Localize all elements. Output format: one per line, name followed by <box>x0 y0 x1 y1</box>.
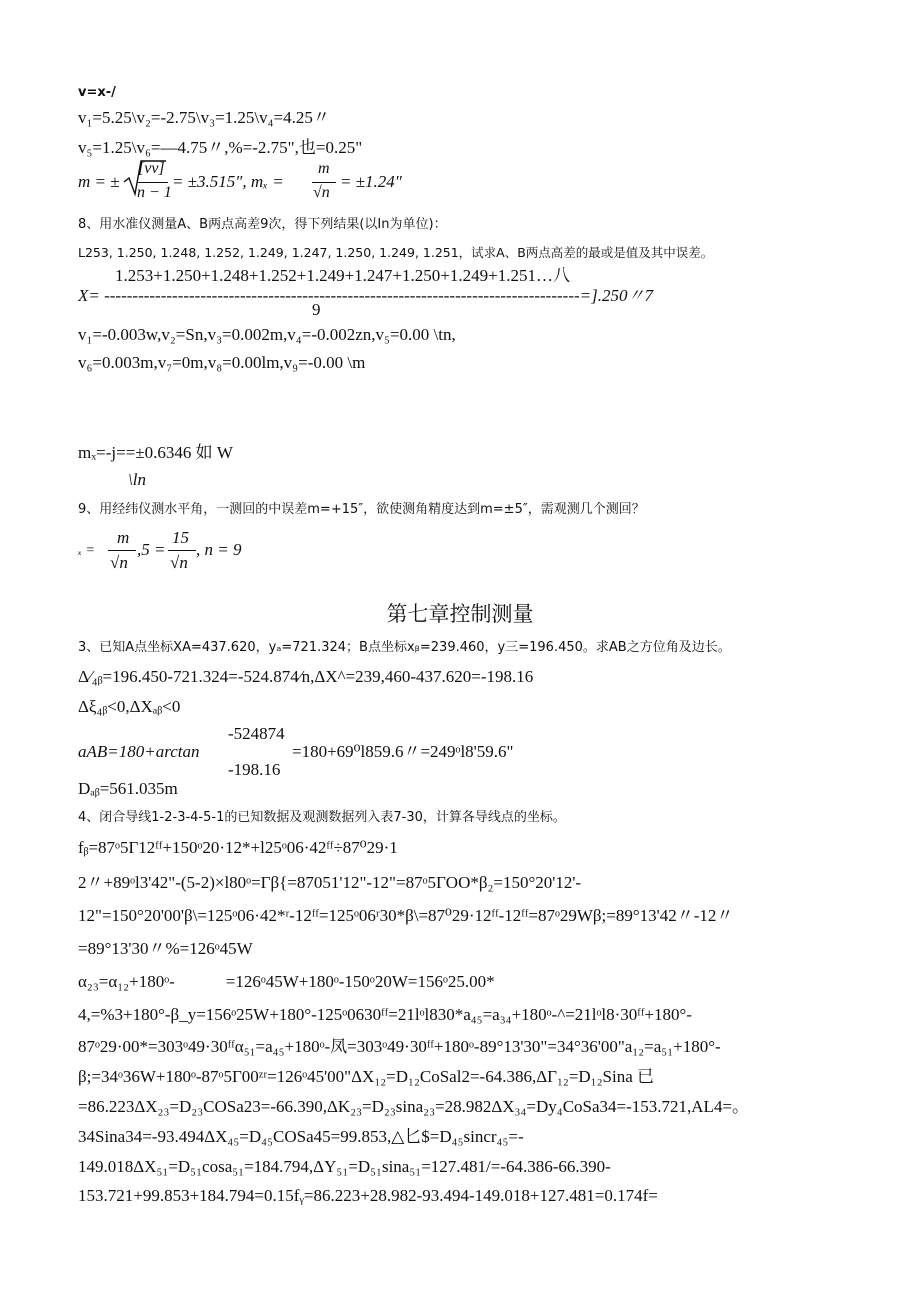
formula-9-den1: √n <box>110 553 128 572</box>
formula-m-den: n − 1 <box>137 184 172 201</box>
line-residuals-2: v₅=1.25\v₆=—4.75〃,%=-2.75",也=0.25" <box>78 138 363 157</box>
formula-9-left: ₓ = <box>78 543 95 558</box>
fraction-bar <box>312 182 336 183</box>
traverse-line-4: =89°13'30〃%=126ᵒ45W <box>78 939 253 958</box>
traverse-line-6: 4,=%3+180°-β_y=156ᵒ25W+180°-125ᵒ0630ᶠᶠ=21lᵒl830*a₄₅=a₃₄+180ᵒ-^=21lᵒl8·30ᶠᶠ+180°- <box>78 1005 692 1024</box>
question-3: 3、已知A点坐标XA=437.620，yₐ=721.324；B点坐标xᵦ=239.460，y三=196.450。求AB之方位角及边长。 <box>78 640 731 655</box>
formula-9-mid: ,5 = <box>137 540 166 559</box>
formula-m-mid: = ±3.515″, mₓ = <box>172 172 284 191</box>
chapter-title: 第七章控制测量 <box>386 602 534 626</box>
formula-m-num: [vv] <box>138 160 165 177</box>
question-8: 8、用水准仪测量A、B两点高差9次，得下列结果(以In为单位)： <box>78 217 447 232</box>
traverse-line-5: α₂₃=α₁₂+180ᵒ- =126ᵒ45W+180ᵒ-150ᵒ20W=156ᵒ25.00* <box>78 972 495 991</box>
traverse-line-2: 2〃+89ᵒl3'42"-(5-2)×l80ᵒ=Γβ{=87051'12"-12"=87ᵒ5ΓOO*β₂=150°20'12'- <box>78 873 582 892</box>
fraction-bar <box>108 550 136 551</box>
formula-m-num2: m <box>318 160 330 177</box>
traverse-line-1: fᵦ=87ᵒ5Γ12ᶠᶠ+150ᵒ20·12*+l25ᵒ06·42ᶠᶠ÷87⁰29·1 <box>78 838 398 857</box>
formula-9-num1: m <box>117 528 130 547</box>
traverse-line-3: 12"=150°20'00'β\=125ᵒ06·42*ʳ-12ᶠᶠ=125ᵒ06ʳ30*β\=87⁰29·12ᶠᶠ-12ᶠᶠ=87ᵒ29Wβ;=89°13'42〃-12〃 <box>78 906 734 925</box>
traverse-line-10: 34Sina34=-93.494ΔX₄₅=D₄₅COSa45=99.853,△匕$=D₄₅sincr₄₅=- <box>78 1127 524 1146</box>
traverse-line-11: 149.018ΔX₅₁=D₅₁cosa₅₁=184.794,ΔY₅₁=D₅₁sina₅₁=127.481/=-64.386-66.390- <box>78 1157 611 1176</box>
calc-line-2: Δξ₄ᵦ<0,ΔXₐᵦ<0 <box>78 697 181 716</box>
formula-m-right: = ±1.24″ <box>340 172 402 191</box>
calc-distance: Dₐᵦ=561.035m <box>78 779 178 798</box>
formula-9-right: , n = 9 <box>196 540 242 559</box>
line-v-formula: v=x-/ <box>78 85 116 100</box>
question-9: 9、用经纬仪测水平角，一测回的中误差m=+15″，欲使测角精度达到m=±5″，需观测几个测回？ <box>78 502 645 517</box>
calc-fraction-top: -524874 <box>228 724 285 743</box>
formula-m-left: m = ± <box>78 172 120 191</box>
traverse-line-7: 87ᵒ29·00*=303ᵒ49·30ᶠᶠα₅₁=a₄₅+180ᵒ-凤=303ᵒ49·30ᶠᶠ+180ᵒ-89°13'30"=34°36'00"a₁₂=a₅₁+180°- <box>78 1037 721 1056</box>
calc-line-1: Δ∕₄ᵦ=196.450-721.324=-524.874∕n,ΔX^=239,460-437.620=-198.16 <box>78 667 534 686</box>
q8-numerator: 1.253+1.250+1.248+1.252+1.249+1.247+1.250+1.249+1.251…八 <box>115 266 570 285</box>
formula-9-den2: √n <box>170 553 188 572</box>
question-8-data: L253, 1.250, 1.248, 1.252, 1.249, 1.247, 1.250, 1.249, 1.251，试求A、B两点高差的最或是值及其中误差。 <box>78 245 714 260</box>
calc-fraction-bottom: -198.16 <box>228 760 281 779</box>
calc-azimuth-result: =180+69⁰l859.6〃=249ᵒl8'59.6" <box>292 742 514 761</box>
question-4: 4、闭合导线1-2-3-4-5-1的已知数据及观测数据列入表7-30，计算各导线点的坐标。 <box>78 810 566 825</box>
traverse-line-8: β;=34ᵒ36W+180ᵒ-87ᵒ5Γ00ᶻʳ=126ᵒ45'00"ΔX₁₂=D₁₂CoSal2=-64.386,ΔΓ₁₂=D₁₂Sina 已 <box>78 1067 655 1086</box>
q8-residuals-1: v₁=-0.003w,v₂=Sn,v₃=0.002m,v₄=-0.002zn,v₅=0.00 \tn, <box>78 325 456 344</box>
q8-denominator: 9 <box>312 300 321 319</box>
fraction-bar <box>168 550 196 551</box>
q8-error: mₓ=-j==±0.6346 如 W <box>78 443 233 462</box>
calc-azimuth: aAB=180+arctan <box>78 742 200 761</box>
traverse-line-12: 153.721+99.853+184.794=0.15fᵧ=86.223+28.982-93.494-149.018+127.481=0.174f= <box>78 1186 658 1205</box>
traverse-line-9: =86.223ΔX₂₃=D₂₃COSa23=-66.390,ΔK₂₃=D₂₃sina₂₃=28.982ΔX₃₄=Dy₄CoSa34=-153.721,AL4=。 <box>78 1097 750 1116</box>
q8-residuals-2: v₆=0.003m,v₇=0m,v₈=0.00lm,v₉=-0.00 \m <box>78 353 366 372</box>
formula-m-den2: √n <box>313 184 330 201</box>
q8-mean: X= ------------------------------------------------------------------------------------=].250〃7 <box>78 286 653 305</box>
q8-error-sub: \ln <box>128 470 146 489</box>
fraction-bar <box>138 182 168 183</box>
formula-9-num2: 15 <box>172 528 189 547</box>
line-residuals-1: v₁=5.25\v₂=-2.75\v₃=1.25\v₄=4.25〃 <box>78 108 330 127</box>
